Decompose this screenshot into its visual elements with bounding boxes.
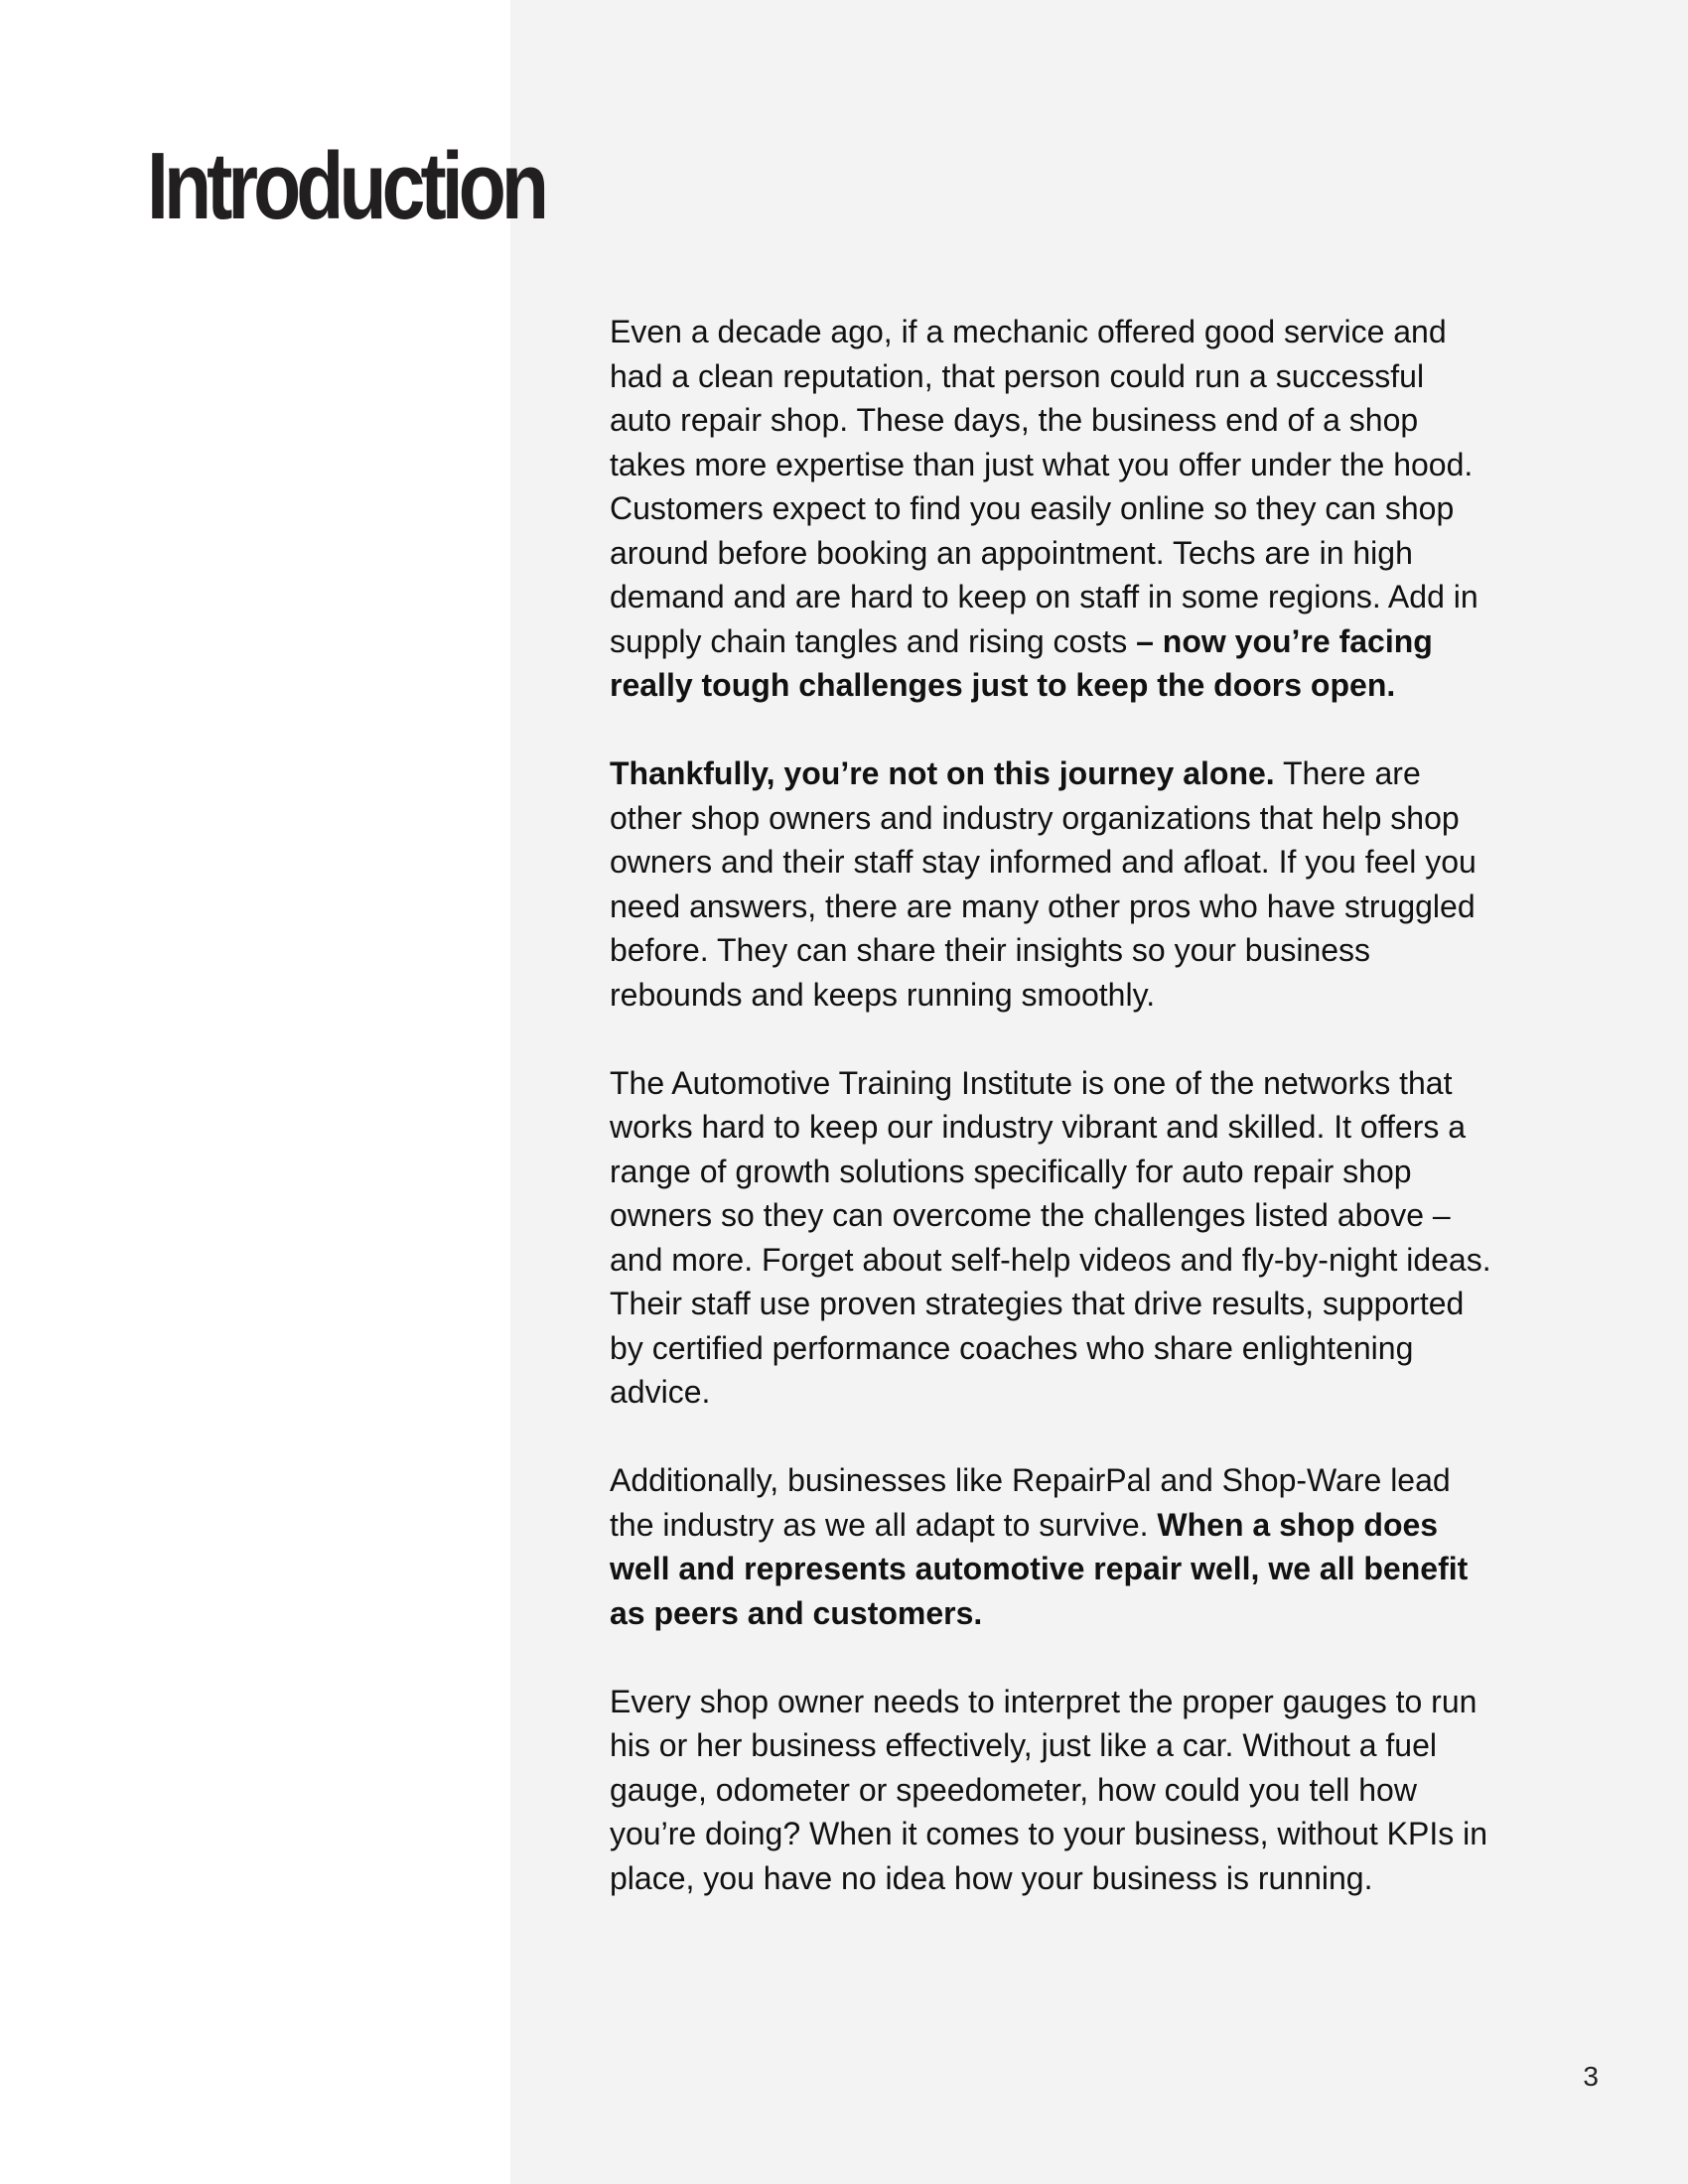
paragraph-2-text: There are other shop owners and industry organizations that help shop owners and their staff stay informed and afloat. If you feel you need answers, there are many other pros who have struggled before. They can share their insights so your business rebounds and keeps running smoothly. xyxy=(610,755,1477,1013)
left-panel xyxy=(0,0,510,2184)
paragraph-2 xyxy=(610,751,1493,1017)
paragraph-2-emphasis: Thankfully, you’re not on this journey alone. xyxy=(610,755,1275,791)
page-title: Introduction xyxy=(147,133,545,239)
paragraph-1 xyxy=(610,310,1493,708)
page-number: 3 xyxy=(1583,2061,1599,2092)
paragraph-5 xyxy=(610,1680,1493,1901)
body-text xyxy=(610,310,1493,1945)
paragraph-1-text: Even a decade ago, if a mechanic offered good service and had a clean reputation, that person could run a successful auto repair shop. These days, the business end of a shop takes more expertise than just what you offer under the hood. Customers expect to find you easily online so they can shop around before booking an appointment. Techs are in high demand and are hard to keep on staff in some regions. Add in supply chain tangles and rising costs xyxy=(610,314,1478,659)
paragraph-1-emphasis: – now you’re facing really tough challenges just to keep the doors open. xyxy=(610,622,1433,703)
paragraph-3 xyxy=(610,1061,1493,1415)
paragraph-3-text: The Automotive Training Institute is one of the networks that works hard to keep our industry vibrant and skilled. It offers a range of growth solutions specifically for auto repair shop owners so they can overcome the challenges listed above – and more. Forget about self-help videos and fly-by-night ideas. Their staff use proven strategies that drive results, supported by certified performance coaches who share enlightening advice. xyxy=(610,1064,1491,1410)
paragraph-4-emphasis: When a shop does well and represents automotive repair well, we all benefit as peers and customers. xyxy=(610,1506,1469,1631)
paragraph-4-text: Additionally, businesses like RepairPal and Shop-Ware lead the industry as we all adapt to survive. xyxy=(610,1462,1451,1543)
paragraph-4 xyxy=(610,1458,1493,1635)
paragraph-5-text: Every shop owner needs to interpret the proper gauges to run his or her business effectively, just like a car. Without a fuel gauge, odometer or speedometer, how could you tell how you’re doing? When it comes to your business, without KPIs in place, you have no idea how your business is running. xyxy=(610,1683,1487,1896)
